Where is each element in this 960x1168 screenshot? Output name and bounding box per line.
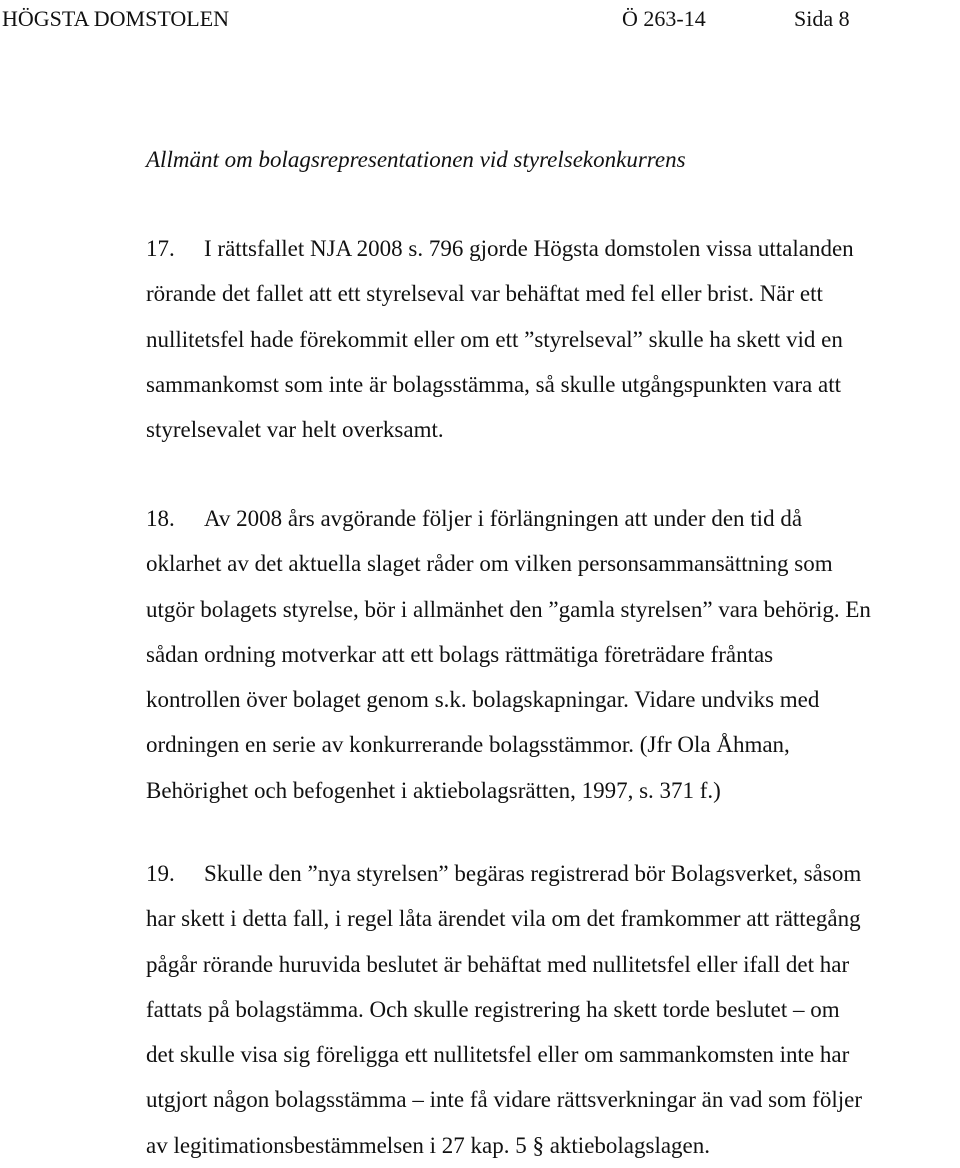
case-number: Ö 263-14 [622,6,706,31]
paragraph-number: 19. [146,861,175,886]
paragraph-17 [146,226,946,452]
paragraph-line: kontrollen över bolaget genom s.k. bolagskapningar. Vidare undviks med [146,687,820,713]
page-header [0,4,960,34]
section-heading: Allmänt om bolagsrepresentationen vid styrelsekonkurrens [146,147,686,172]
paragraph-line: rörande det fallet att ett styrelseval var behäftat med fel eller brist. När ett [146,281,823,307]
paragraph-line: utgjort någon bolagsstämma – inte få vidare rättsverkningar än vad som följer [146,1087,862,1113]
paragraph-line [146,496,946,541]
paragraph-line: sammankomst som inte är bolagsstämma, så skulle utgångspunkten vara att [146,371,841,397]
paragraph-number: 17. [146,236,175,261]
paragraph-line: oklarhet av det aktuella slaget råder om vilken personsammansättning som [146,551,833,577]
paragraph-line: nullitetsfel hade förekommit eller om ett ”styrelseval” skulle ha skett vid en [146,326,843,352]
paragraph-line: har skett i detta fall, i regel låta ärendet vila om det framkommer att rättegång [146,906,861,932]
paragraph-line: styrelsevalet var helt overksamt. [146,417,444,443]
paragraph-number: 18. [146,506,175,531]
paragraph-text: I rättsfallet NJA 2008 s. 796 gjorde Högsta domstolen vissa uttalanden [204,236,854,261]
paragraph-line: av legitimationsbestämmelsen i 27 kap. 5 § aktiebolagslagen. [146,1132,711,1158]
paragraph-line [146,851,946,896]
paragraph-line: det skulle visa sig föreligga ett nullitetsfel eller om sammankomsten inte har [146,1042,850,1068]
paragraph-line: sådan ordning motverkar att ett bolags rättmätiga företrädare fråntas [146,641,774,667]
paragraph-text: Av 2008 års avgörande följer i förlängningen att under den tid då [204,506,803,531]
paragraph-18 [146,496,946,813]
paragraph-line: fattats på bolagstämma. Och skulle registrering ha skett torde beslutet – om [146,996,840,1022]
page-number: Sida 8 [794,6,850,31]
paragraph-text: Skulle den ”nya styrelsen” begäras registrerad bör Bolagsverket, såsom [204,861,862,886]
paragraph-line: utgör bolagets styrelse, bör i allmänhet den ”gamla styrelsen” vara behörig. En [146,596,871,622]
paragraph-19 [146,851,946,1168]
paragraph-line: pågår rörande huruvida beslutet är behäftat med nullitetsfel eller ifall det har [146,951,850,977]
paragraph-line: ordningen en serie av konkurrerande bolagsstämmor. (Jfr Ola Åhman, [146,732,790,758]
paragraph-line [146,226,946,271]
court-name: HÖGSTA DOMSTOLEN [2,6,230,31]
paragraph-line: Behörighet och befogenhet i aktiebolagsrätten, 1997, s. 371 f.) [146,777,721,803]
